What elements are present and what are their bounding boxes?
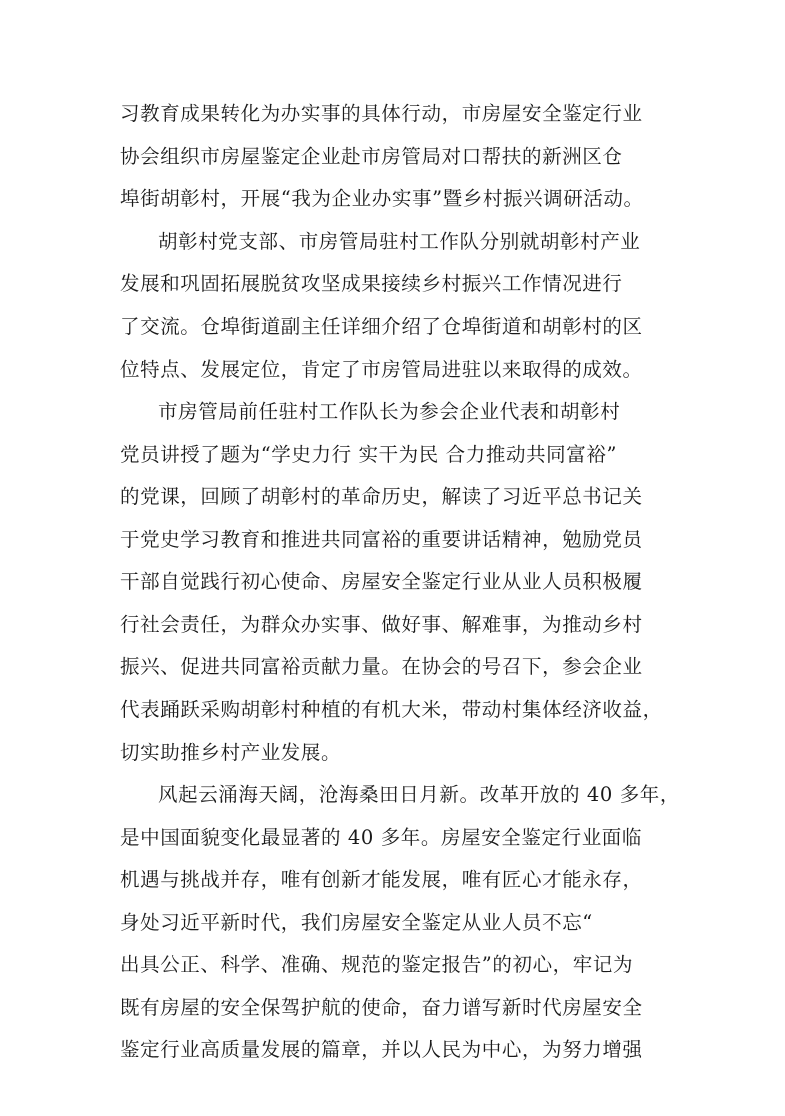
text-line: 于党史学习教育和推进共同富裕的重要讲话精神，勉励党员 [120,528,643,551]
text-line: 鉴定行业高质量发展的篇章，并以人民为中心，为努力增强 [120,1038,643,1061]
text-line: 行社会责任，为群众办实事、做好事、解难事，为推动乡村 [120,613,643,636]
text-line: 振兴、促进共同富裕贡献力量。在协会的号召下，参会企业 [120,655,643,678]
text-line: 习教育成果转化为办实事的具体行动，市房屋安全鉴定行业 [120,102,643,125]
text-line: 位特点、发展定位，肯定了市房管局进驻以来取得的成效。 [120,358,643,381]
paragraph-start-line: 胡彰村党支部、市房管局驻村工作队分别就胡彰村产业 [158,230,641,253]
text-line: 党员讲授了题为“学史力行 实干为民 合力推动共同富裕” [120,443,618,466]
text-line: 切实助推乡村产业发展。 [120,741,342,764]
paragraph-start-line: 风起云涌海天阔，沧海桑田日月新。改革开放的 40 多年， [158,783,681,806]
text-line: 既有房屋的安全保驾护航的使命，奋力谱写新时代房屋安全 [120,996,643,1019]
paragraph-start-line: 市房管局前任驻村工作队长为参会企业代表和胡彰村 [158,400,621,423]
text-line: 出具公正、科学、准确、规范的鉴定报告”的初心，牢记为 [120,953,634,976]
text-line: 协会组织市房屋鉴定企业赴市房管局对口帮扶的新洲区仓 [120,145,623,168]
text-line: 是中国面貌变化最显著的 40 多年。房屋安全鉴定行业面临 [120,826,643,849]
text-line: 了交流。仓埠街道副主任详细介绍了仓埠街道和胡彰村的区 [120,315,643,338]
text-line: 干部自觉践行初心使命、房屋安全鉴定行业从业人员积极履 [120,570,643,593]
text-line: 埠街胡彰村，开展“我为企业办实事”暨乡村振兴调研活动。 [120,187,644,210]
text-line: 机遇与挑战并存，唯有创新才能发展，唯有匠心才能永存， [120,868,643,891]
text-line: 代表踊跃采购胡彰村种植的有机大米，带动村集体经济收益， [120,698,663,721]
text-line: 身处习近平新时代，我们房屋安全鉴定从业人员不忘“ [120,911,593,934]
text-line: 的党课，回顾了胡彰村的革命历史，解读了习近平总书记关 [120,485,643,508]
text-line: 发展和巩固拓展脱贫攻坚成果接续乡村振兴工作情况进行 [120,272,623,295]
